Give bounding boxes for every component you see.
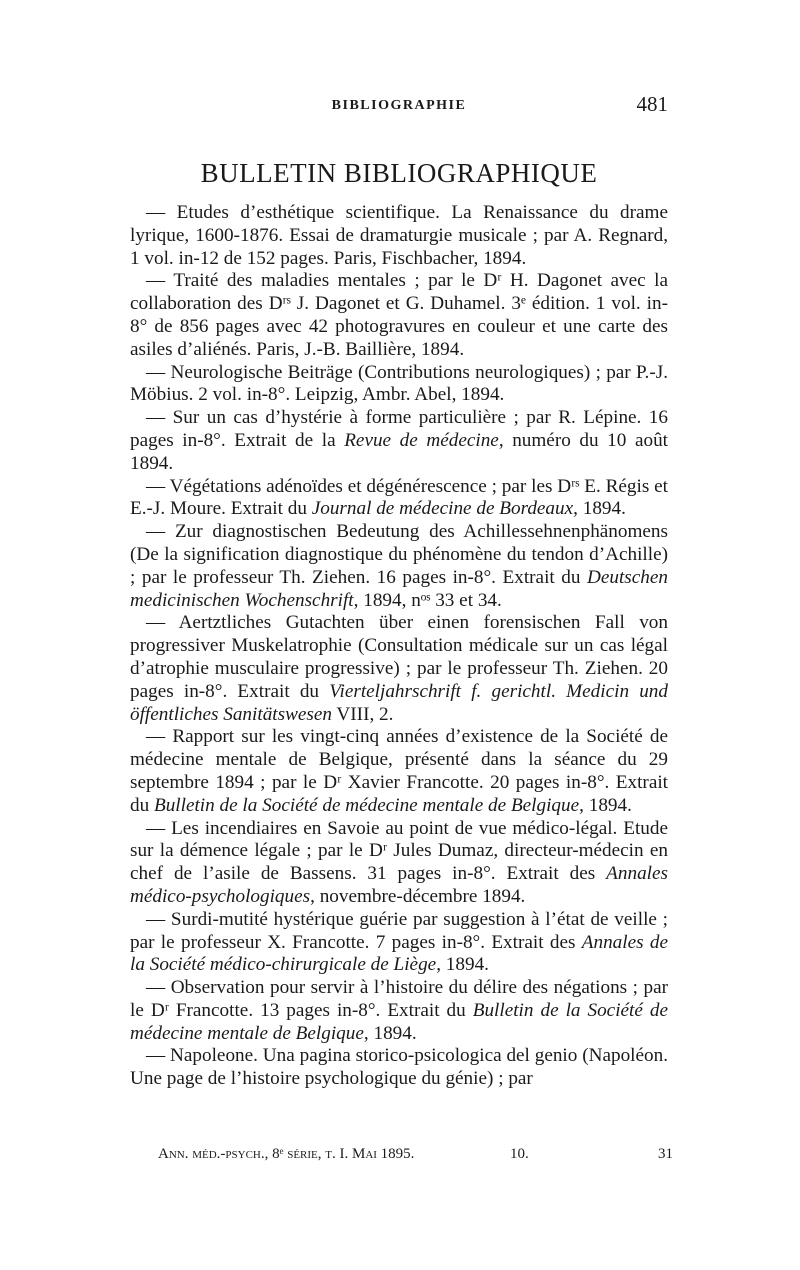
entry-source-title: Bulletin de la Société de médecine mentale de Belgique <box>130 999 668 1044</box>
entry-source-title: Revue de médecine <box>344 429 499 451</box>
entry-text-tail: , 1894. <box>363 1022 417 1044</box>
entry-text: — Végétations adénoïdes et dégénérescence ; par les Dʳˢ E. Régis et E.-J. Moure. Extrait du <box>130 475 668 520</box>
bibliography-entry <box>130 521 668 612</box>
page-number: 481 <box>636 92 668 116</box>
entry-source-title: Annales médico-psychologiques <box>130 863 668 907</box>
entry-source-title: Annales de la Société médico-chirurgicale de Liège <box>130 931 668 976</box>
entry-text: — Napoleone. Una pagina storico-psicologica del genio (Napoléon. Une page de l’histoire psychologique du génie) ; par <box>130 1045 668 1090</box>
entry-source-title: Deutschen medicinischen Wochenschrift <box>130 566 668 611</box>
bibliography-entry <box>130 270 668 361</box>
entry-text-tail: , 1894. <box>579 794 632 816</box>
entry-source-title: Journal de médecine de Bordeaux <box>311 498 574 520</box>
entry-text: — Neurologische Beiträge (Contributions neurologiques) ; par P.-J. Möbius. 2 vol. in-8°. Leipzig, Ambr. Abel, 1894. <box>130 361 668 406</box>
bibliography-entry <box>130 612 668 726</box>
footer-source: Ann. méd.-psych., 8ᵉ série, t. I. Mai 1895. <box>158 1146 415 1162</box>
footer-signature: 10. <box>510 1146 529 1162</box>
entry-text: — Surdi-mutité hystérique guérie par suggestion à l’état de veille ; par le professeur X. Francotte. 7 pages in-8°. Extrait des <box>130 908 668 953</box>
bibliography-entry <box>130 407 668 475</box>
entry-text: — Rapport sur les vingt-cinq années d’existence de la Société de médecine mentale de Belgique, présenté dans la séance du 29 septembre 1894 ; par le Dʳ Xavier Francotte. 20 pages in-8°. Extrait du <box>130 726 668 816</box>
bibliography-entry <box>130 977 668 1045</box>
entry-text: — Sur un cas d’hystérie à forme particulière ; par R. Lépine. 16 pages in-8°. Extrait de la <box>130 407 668 451</box>
bibliography-entry <box>130 818 668 909</box>
entry-text: — Zur diagnostischen Bedeutung des Achillessehnenphänomens (De la signification diagnostique du phénomène du tendon d’Achille) ; par le professeur Th. Ziehen. 16 pages in-8°. Extrait du <box>130 521 668 588</box>
entry-text: — Traité des maladies mentales ; par le Dʳ H. Dagonet avec la collaboration des Dʳˢ J. Dagonet et G. Duhamel. 3ᵉ édition. 1 vol. in-8° de 856 pages avec 42 photogravures en couleur et une carte des asiles d’aliénés. Paris, J.-B. Baillière, 1894. <box>130 270 668 360</box>
bibliography-entry <box>130 1045 668 1091</box>
entry-text-tail: , 1894. <box>573 498 626 520</box>
entry-text-tail: VIII, 2. <box>331 703 394 725</box>
bibliography-entry <box>130 476 668 522</box>
entry-text: — Aertztliches Gutachten über einen forensischen Fall von progressiver Muskelatrophie (Consultation médicale sur un cas légal d’atrophie musculaire progressive) ; par le professeur Th. Ziehen. 20 pages in-8°. Extrait du <box>130 612 668 702</box>
page-footer <box>158 1146 673 1170</box>
entry-source-title: Vierteljahrschrift f. gerichtl. Medicin und öffentliches Sanitätswesen <box>130 680 668 725</box>
section-title: BULLETIN BIBLIOGRAPHIQUE <box>200 158 598 188</box>
entry-text-tail: , numéro du 10 août 1894. <box>130 429 668 474</box>
entry-text: — Les incendiaires en Savoie au point de vue médico-légal. Etude sur la démence légale ; par le Dʳ Jules Dumaz, directeur-médecin en chef de l’asile de Bassens. 31 pages in-8°. Extrait des <box>130 817 668 885</box>
footer-folio: 31 <box>658 1146 673 1162</box>
entry-text-tail: , 1894. <box>436 954 489 976</box>
bibliography-entry <box>130 726 668 817</box>
entry-text: — Etudes d’esthétique scientifique. La Renaissance du drame lyrique, 1600-1876. Essai de dramaturgie musicale ; par A. Regnard, 1 vol. in-12 de 152 pages. Paris, Fischbacher, 1894. <box>130 202 668 269</box>
entry-source-title: Bulletin de la Société de médecine mentale de Belgique <box>153 794 580 816</box>
entry-text: — Observation pour servir à l’histoire du délire des négations ; par le Dʳ Francotte. 13 pages in-8°. Extrait du <box>130 977 668 1021</box>
running-title: BIBLIOGRAPHIE <box>331 98 467 113</box>
entry-text-tail: , 1894, nᵒˢ 33 et 34. <box>353 589 502 611</box>
bibliography-list <box>130 202 668 1091</box>
running-head <box>130 92 668 122</box>
entry-text-tail: , novembre-décembre 1894. <box>310 885 526 907</box>
bibliography-entry <box>130 362 668 408</box>
bibliography-entry <box>130 909 668 977</box>
bibliography-entry <box>130 202 668 270</box>
